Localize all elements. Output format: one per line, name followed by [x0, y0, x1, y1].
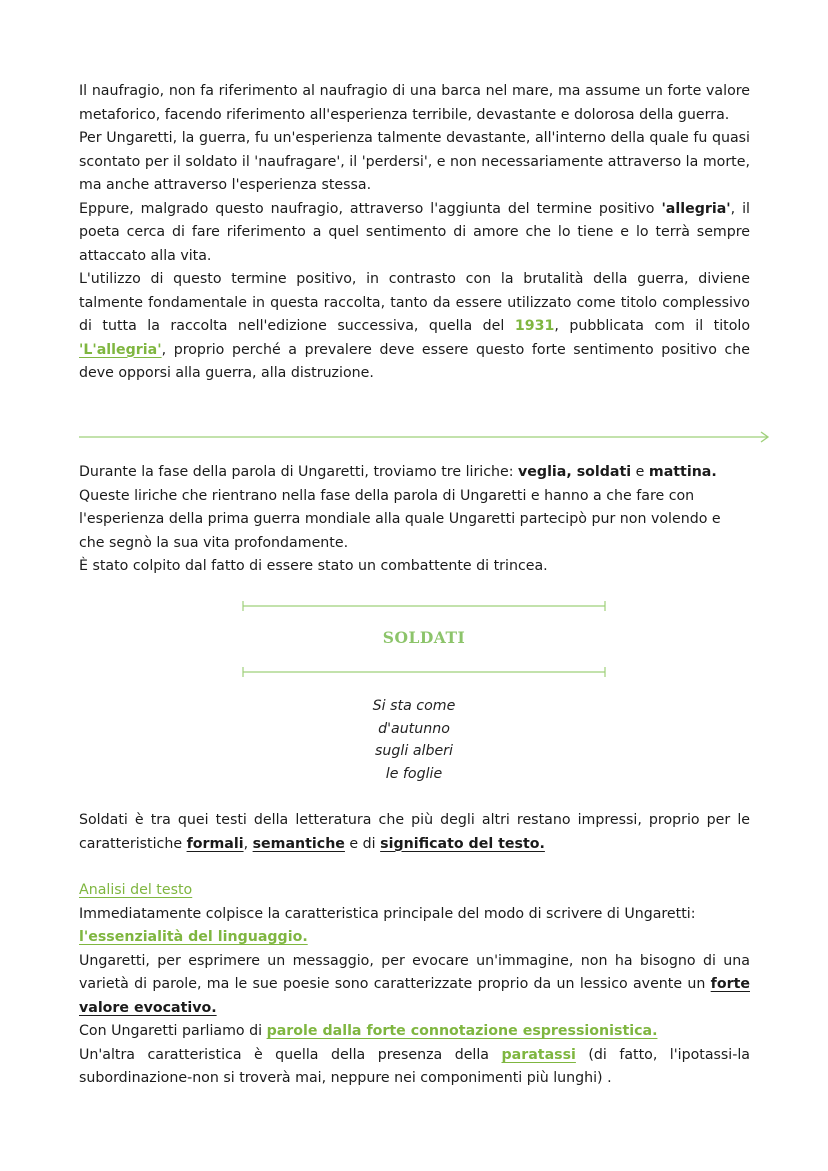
bold-term-allegria: 'allegria': [661, 200, 731, 217]
text: Eppure, malgrado questo naufragio, attraverso l'aggiunta del termine positivo: [79, 200, 662, 217]
lirica-veglia: veglia: [518, 464, 567, 480]
paragraph-lessico: [79, 950, 750, 1021]
poem-text: [241, 695, 587, 785]
paragraph-essenzialita: Immediatamente colpisce la caratteristica principale del modo di scrivere di Ungaretti:: [79, 905, 696, 922]
paragraph-trincea: È stato colpito dal fatto di essere stato un combattente di trincea.: [79, 558, 548, 574]
paragraph-soldati: [79, 809, 750, 856]
green-term: l'essenzialità del linguaggio.: [79, 929, 308, 945]
poem-line: Si sta come: [372, 698, 456, 714]
paragraph-allegria: [79, 198, 750, 269]
separator: ,: [566, 464, 577, 480]
essenzialita-highlight: [79, 926, 750, 950]
section-soldati: [79, 809, 750, 856]
paragraph-guerra: Per Ungaretti, la guerra, fu un'esperienza talmente devastante, all'interno della quale fu quasi scontato per il soldato il 'naufragare', il 'perdersi', e non necessariamente attraverso la morte, ma anche attraverso l'esperienza stessa.: [79, 130, 750, 193]
text: Soldati è tra quei testi della letteratura che più degli altri restano impressi, proprio per le caratteristiche: [79, 812, 750, 852]
text: , proprio perché a prevalere deve essere questo forte sentimento positivo che deve opporsi alla guerra, alla distruzione.: [79, 341, 750, 381]
divider-arrow: [79, 430, 771, 444]
poem-line: sugli alberi: [375, 743, 453, 759]
paragraph-prima-guerra: Queste liriche che rientrano nella fase della parola di Ungaretti e hanno a che fare con l'esperienza della prima guerra mondiale alla quale Ungaretti partecipò pur non volendo e che segnò la sua vita profondamente.: [79, 487, 721, 551]
lirica-soldati: soldati: [576, 464, 632, 480]
paragraph-tre-liriche: [79, 461, 750, 485]
term-valore-evocativo: forte valore evocativo.: [79, 976, 750, 1016]
term-formali: formali: [186, 835, 244, 852]
term-espressionistica: parole dalla forte connotazione espressionistica.: [266, 1023, 658, 1039]
text: , il poeta cerca di fare riferimento a quel sentimento di amore che lo tiene e lo terrà sempre attaccato alla vita.: [79, 200, 750, 264]
paragraph-espressionistica: [79, 1020, 750, 1044]
text: Durante la fase della parola di Ungaretti, troviamo tre liriche:: [79, 464, 519, 480]
text: Ungaretti, per esprimere un messaggio, per evocare un'immagine, non ha bisogno di una varietà di parole, ma le sue poesie sono caratterizzate proprio da un lessico avente un: [79, 952, 750, 992]
text: (di fatto, l'ipotassi-la subordinazione-non si troverà mai, neppure nei componimenti più lunghi) .: [79, 1046, 750, 1086]
section-liriche: [79, 461, 750, 579]
period: .: [711, 464, 717, 480]
text: e di: [344, 835, 381, 852]
paragraph-paratassi: [79, 1044, 750, 1091]
heading-analisi: Analisi del testo: [79, 882, 193, 898]
text: ,: [243, 835, 253, 852]
collection-title: 'L'allegria': [79, 341, 162, 358]
lirica-mattina: mattina: [648, 464, 712, 480]
text: Un'altra caratteristica è quella della presenza della: [79, 1046, 502, 1063]
poem-title-box: [241, 598, 607, 680]
section-analisi: [79, 879, 750, 1091]
text: L'utilizzo di questo termine positivo, in contrasto con la brutalità della guerra, diviene talmente fondamentale in questa raccolta, tanto da essere utilizzato come titolo complessivo di tutta la raccolta nell'edizione successiva, quella del: [79, 271, 750, 334]
term-semantiche: semantiche: [252, 835, 345, 852]
term-significato: significato del testo.: [380, 835, 545, 852]
term-paratassi: paratassi: [501, 1046, 576, 1063]
year-highlight: 1931: [514, 318, 555, 334]
poem-line: le foglie: [385, 765, 443, 782]
poem-line: d'autunno: [378, 720, 450, 737]
paragraph-termine-positivo: [79, 268, 750, 386]
text: Con Ungaretti parliamo di: [79, 1023, 267, 1039]
text: e: [631, 464, 649, 480]
poem-title: SOLDATI: [382, 628, 466, 647]
text: , pubblicata com il titolo: [554, 318, 750, 334]
paragraph-naufragio: Il naufragio, non fa riferimento al naufragio di una barca nel mare, ma assume un forte valore metaforico, facendo riferimento all'esperienza terribile, devastante e dolorosa della guerra.: [79, 83, 750, 123]
